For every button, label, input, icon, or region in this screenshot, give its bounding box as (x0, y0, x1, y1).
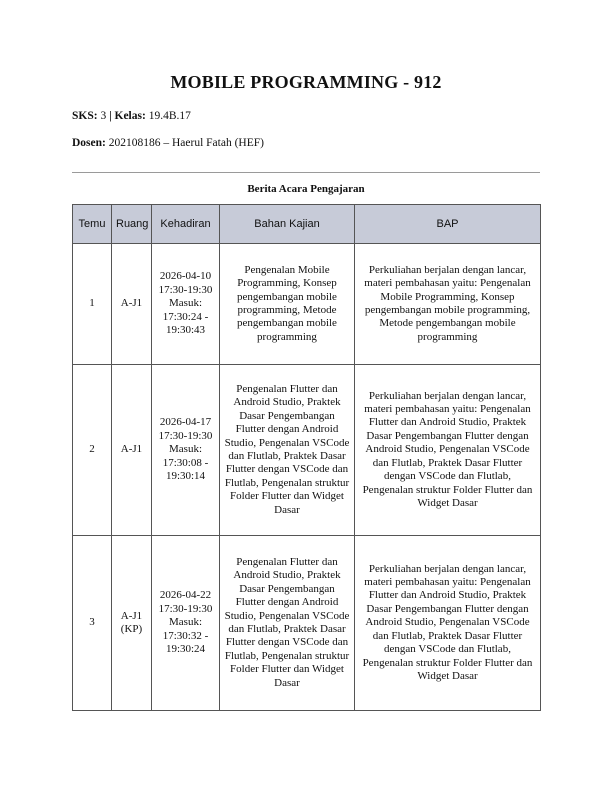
table-header-row (73, 205, 541, 244)
horizontal-divider (72, 172, 540, 173)
cell-temu: 1 (73, 244, 112, 365)
info-separator: | (109, 110, 112, 122)
teaching-report-table (72, 204, 541, 711)
course-info-line (72, 110, 191, 122)
sks-label: SKS: (72, 110, 98, 122)
cell-bap: Perkuliahan berjalan dengan lancar, materi pembahasan yaitu: Pengenalan Flutter dan Android Studio, Praktek Dasar Pengembangan Flutter dengan Android Studio, Pengenalan VSCode dan Flutlab, Praktek Dasar Flutter dengan VSCode dan Flutlab, Pengenalan struktur Folder Flutter dan Widget Dasar (355, 536, 541, 711)
cell-ruang: A-J1 (112, 244, 152, 365)
cell-bahan-kajian: Pengenalan Flutter dan Android Studio, Praktek Dasar Pengembangan Flutter dengan Android Studio, Pengenalan VSCode dan Flutlab, Praktek Dasar Flutter dengan VSCode dan Flutlab, Pengenalan struktur Folder Flutter dan Widget Dasar (220, 365, 355, 536)
kelas-value: 19.4B.17 (148, 110, 191, 122)
lecturer-info-line (72, 137, 264, 149)
document-title: MOBILE PROGRAMMING - 912 (170, 72, 442, 92)
cell-kehadiran: 2026-04-10 17:30-19:30 Masuk: 17:30:24 - 19:30:43 (152, 244, 220, 365)
cell-bahan-kajian: Pengenalan Mobile Programming, Konsep pengembangan mobile programming, Metode pengembangan mobile programming (220, 244, 355, 365)
dosen-label: Dosen: (72, 137, 106, 149)
cell-bap: Perkuliahan berjalan dengan lancar, materi pembahasan yaitu: Pengenalan Mobile Programming, Konsep pengembangan mobile programming, Metode pengembangan mobile programming (355, 244, 541, 365)
sks-value: 3 (100, 110, 107, 122)
kelas-label: Kelas: (114, 110, 146, 122)
cell-bap: Perkuliahan berjalan dengan lancar, materi pembahasan yaitu: Pengenalan Flutter dan Android Studio, Praktek Dasar Pengembangan Flutter dengan Android Studio, Pengenalan VSCode dan Flutlab, Praktek Dasar Flutter dengan VSCode dan Flutlab, Pengenalan struktur Folder Flutter dan Widget Dasar (355, 365, 541, 536)
header-temu: Temu (73, 205, 112, 244)
header-bahan-kajian: Bahan Kajian (220, 205, 355, 244)
cell-temu: 3 (73, 536, 112, 711)
cell-kehadiran: 2026-04-17 17:30-19:30 Masuk: 17:30:08 - 19:30:14 (152, 365, 220, 536)
header-kehadiran: Kehadiran (152, 205, 220, 244)
header-bap: BAP (355, 205, 541, 244)
table-caption: Berita Acara Pengajaran (247, 183, 365, 195)
dosen-value: 202108186 – Haerul Fatah (HEF) (108, 137, 264, 149)
table-row (73, 244, 541, 365)
cell-bahan-kajian: Pengenalan Flutter dan Android Studio, Praktek Dasar Pengembangan Flutter dengan Android Studio, Pengenalan VSCode dan Flutlab, Praktek Dasar Flutter dengan VSCode dan Flutlab, Pengenalan struktur Folder Flutter dan Widget Dasar (220, 536, 355, 711)
header-ruang: Ruang (112, 205, 152, 244)
cell-kehadiran: 2026-04-22 17:30-19:30 Masuk: 17:30:32 - 19:30:24 (152, 536, 220, 711)
cell-ruang: A-J1 (KP) (112, 536, 152, 711)
table-row (73, 536, 541, 711)
cell-temu: 2 (73, 365, 112, 536)
table-row (73, 365, 541, 536)
cell-ruang: A-J1 (112, 365, 152, 536)
